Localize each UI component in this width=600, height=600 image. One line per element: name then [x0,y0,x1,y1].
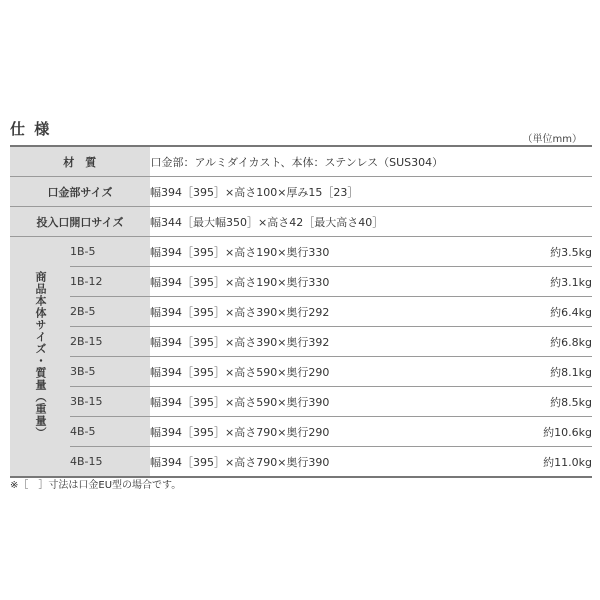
model-size: 幅394［395］×高さ590×奥行390 [150,387,480,417]
model-weight: 約3.1kg [480,267,592,297]
model-size: 幅394［395］×高さ390×奥行392 [150,327,480,357]
model-size: 幅394［395］×高さ390×奥行292 [150,297,480,327]
opening-size-label: 投入口開口サイズ [10,207,150,237]
table-row [10,207,592,237]
material-label: 材 質 [10,146,150,177]
model-weight: 約6.8kg [480,327,592,357]
unit-label: （単位mm） [522,134,582,145]
model-weight: 約6.4kg [480,297,592,327]
table-row [10,267,592,297]
footnote: ※［ ］寸法は口金EU型の場合です。 [10,480,182,491]
model-size: 幅394［395］×高さ190×奥行330 [150,237,480,267]
model-weight: 約8.5kg [480,387,592,417]
model-size: 幅394［395］×高さ790×奥行390 [150,455,330,469]
material-value: 口金部：アルミダイカスト、本体：ステンレス（SUS304） [150,146,592,177]
model-name: 3B-15 [70,387,150,417]
model-name: 2B-15 [70,327,150,357]
body-size-section-text: 商品本体サイズ・質量（重量） [34,271,47,439]
model-size: 幅394［395］×高さ190×奥行330 [150,267,480,297]
model-size: 幅394［395］×高さ790×奥行290 [150,417,480,447]
table-row [10,387,592,417]
spec-title: 仕 様 [10,120,52,138]
table-row [10,357,592,387]
body-size-section-label [10,237,70,478]
model-weight: 約10.6kg [480,417,592,447]
table-row [10,177,592,207]
opening-size-value: 幅344［最大幅350］×高さ42［最大高さ40］ [150,207,592,237]
model-size: 幅394［395］×高さ590×奥行290 [150,357,480,387]
model-name: 1B-5 [70,237,150,267]
mouth-size-value: 幅394［395］×高さ100×厚み15［23］ [150,177,592,207]
model-name: 4B-5 [70,417,150,447]
model-name: 1B-12 [70,267,150,297]
table-row [10,297,592,327]
model-name: 4B-15 [70,447,150,478]
model-name: 2B-5 [70,297,150,327]
table-row [10,417,592,447]
model-weight: 約8.1kg [480,357,592,387]
table-row [10,327,592,357]
model-weight: 約11.0kg [543,455,592,469]
table-row [10,447,592,478]
spec-table [10,145,592,478]
table-row [10,146,592,177]
mouth-size-label: 口金部サイズ [10,177,150,207]
model-weight: 約3.5kg [480,237,592,267]
table-row [10,237,592,267]
model-name: 3B-5 [70,357,150,387]
